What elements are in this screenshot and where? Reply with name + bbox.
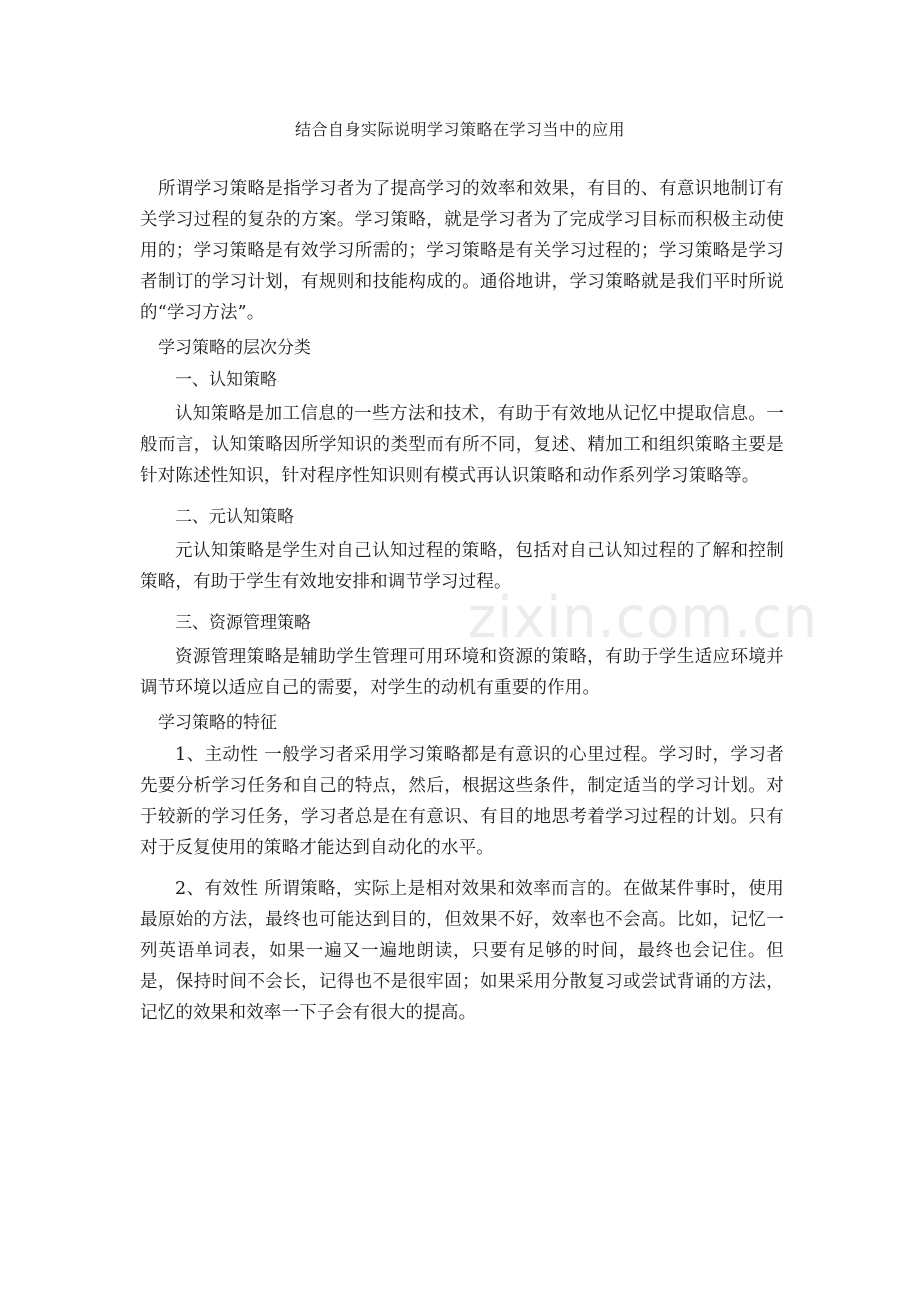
subsection-heading-cognitive: 一、认知策略 bbox=[175, 370, 277, 390]
paragraph-feature-initiative: 1、主动性 一般学习者采用学习策略都是有意识的心里过程。学习时，学习者先要分析学习任务和自己的特点，然后，根据这些条件，制定适当的学习计划。对于较新的学习任务，学习者总是在有意识、有目的地思考着学习过程的计划。只有对于反复使用的策略才能达到自动化的水平。 bbox=[140, 745, 784, 858]
intro-paragraph: 所谓学习策略是指学习者为了提高学习的效率和效果，有目的、有意识地制订有关学习过程的复杂的方案。学习策略，就是学习者为了完成学习目标而积极主动使用的；学习策略是有效学习所需的；学习策略是有关学习过程的；学习策略是学习者制订的学习计划，有规则和技能构成的。通俗地讲，学习策略就是我们平时所说的“学习方法”。 bbox=[140, 179, 784, 323]
paragraph-cognitive: 认知策略是加工信息的一些方法和技术，有助于有效地从记忆中提取信息。一般而言，认知策略因所学知识的类型而有所不同，复述、精加工和组织策略主要是针对陈述性知识，针对程序性知识则有模式再认识策略和动作系列学习策略等。 bbox=[140, 404, 784, 486]
document-title: 结合自身实际说明学习策略在学习当中的应用 bbox=[294, 120, 625, 139]
subsection-heading-resource-management: 三、资源管理策略 bbox=[175, 613, 311, 633]
paragraph-metacognitive: 元认知策略是学生对自己认知过程的策略，包括对自己认知过程的了解和控制策略，有助于学生有效地安排和调节学习过程。 bbox=[140, 541, 784, 592]
subsection-heading-metacognitive: 二、元认知策略 bbox=[175, 507, 294, 527]
paragraph-resource-management: 资源管理策略是辅助学生管理可用环境和资源的策略，有助于学生适应环境并调节环境以适应自己的需要，对学生的动机有重要的作用。 bbox=[140, 647, 784, 698]
watermark: zixin.com.cn bbox=[468, 584, 819, 651]
document-body bbox=[140, 174, 784, 1029]
section-heading-features: 学习策略的特征 bbox=[158, 713, 277, 733]
paragraph-feature-effectiveness: 2、有效性 所谓策略，实际上是相对效果和效率而言的。在做某件事时，使用最原始的方法，最终也可能达到目的，但效果不好，效率也不会高。比如，记忆一列英语单词表，如果一遍又一遍地朗读，只要有足够的时间，最终也会记住。但是，保持时间不会长，记得也不是很牢固；如果采用分散复习或尝试背诵的方法，记忆的效果和效率一下子会有很大的提高。 bbox=[140, 879, 784, 1023]
section-heading-classification: 学习策略的层次分类 bbox=[158, 338, 311, 358]
